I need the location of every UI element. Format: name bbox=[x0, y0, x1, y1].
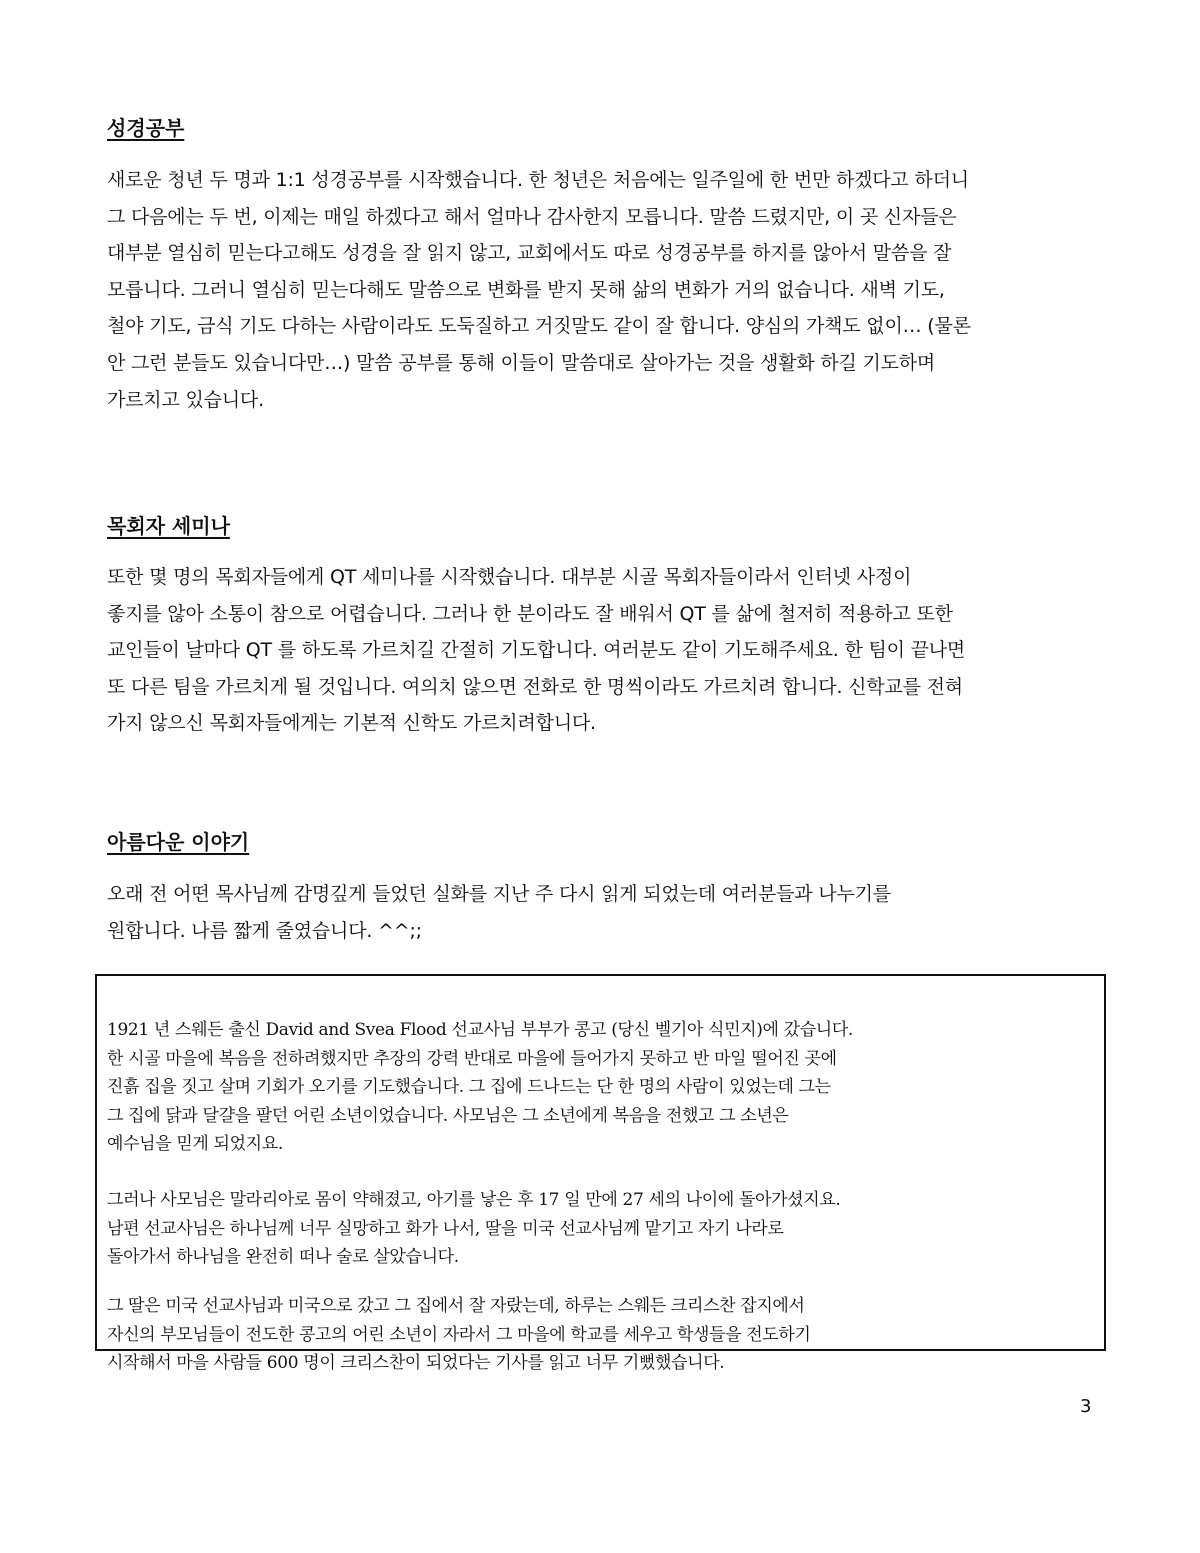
text-line: 오래 전 어떤 목사님께 감명깊게 들었던 실화를 지난 주 다시 읽게 되었는데 여러분들과 나누기를 bbox=[107, 883, 891, 905]
story-paragraph-1 bbox=[107, 1016, 1097, 1159]
story-line: 그 딸은 미국 선교사님과 미국으로 갔고 그 집에서 잘 자랐는데, 하루는 스웨든 크리스찬 잡지에서 bbox=[107, 1296, 805, 1316]
section-body-beautiful-story bbox=[107, 876, 1097, 949]
text-line: 새로운 청년 두 명과 1:1 성경공부를 시작했습니다. 한 청년은 처음에는 일주일에 한 번만 하겠다고 하더니 bbox=[107, 169, 969, 191]
text-line: 가지 않으신 목회자들에게는 기본적 신학도 가르치려합니다. bbox=[107, 712, 596, 735]
text-line: 원합니다. 나름 짧게 줄였습니다. ^^;; bbox=[107, 919, 422, 942]
text-line: 철야 기도, 금식 기도 다하는 사람이라도 도둑질하고 거짓말도 같이 잘 합니다. 양심의 가책도 없이… (물론 bbox=[107, 315, 971, 338]
text-line: 모릅니다. 그러니 열심히 믿는다해도 말씀으로 변화를 받지 못해 삶의 변화가 거의 없습니다. 새벽 기도, bbox=[107, 278, 945, 301]
story-line: 남편 선교사님은 하나님께 너무 실망하고 화가 나서, 딸을 미국 선교사님께 맡기고 자기 나라로 bbox=[107, 1218, 784, 1239]
section-heading-beautiful-story: 아름다운 이야기 bbox=[107, 830, 250, 854]
story-line: 1921 년 스웨든 출신 David and Svea Flood 선교사님 부부가 콩고 (당신 벨기아 식민지)에 갔습니다. bbox=[107, 1020, 853, 1040]
story-paragraph-2 bbox=[107, 1186, 1097, 1272]
text-line: 또 다른 팀을 가르치게 될 것입니다. 여의치 않으면 전화로 한 명씩이라도 가르치려 합니다. 신학교를 전혀 bbox=[107, 675, 963, 698]
text-line: 또한 몇 명의 목회자들에게 QT 세미나를 시작했습니다. 대부분 시골 목회자들이라서 인터넷 사정이 bbox=[107, 566, 912, 588]
story-line: 진흙 집을 짓고 살며 기회가 오기를 기도했습니다. 그 집에 드나드는 단 한 명의 사람이 있었는데 그는 bbox=[107, 1077, 831, 1097]
story-line: 자신의 부모님들이 전도한 콩고의 어린 소년이 자라서 그 마을에 학교를 세우고 학생들을 전도하기 bbox=[107, 1324, 811, 1345]
section-body-pastor-seminar bbox=[107, 559, 1097, 742]
story-paragraph-3 bbox=[107, 1292, 1097, 1378]
story-line: 시작해서 마을 사람들 600 명이 크리스찬이 되었다는 기사를 읽고 너무 기뻤했습니다. bbox=[107, 1353, 725, 1373]
text-line: 좋지를 않아 소통이 참으로 어렵습니다. 그러나 한 분이라도 잘 배워서 QT 를 삶에 철저히 적용하고 또한 bbox=[107, 602, 953, 625]
page-number: 3 bbox=[1080, 1396, 1092, 1417]
text-line: 가르치고 있습니다. bbox=[107, 388, 264, 411]
section-heading-bible-study: 성경공부 bbox=[107, 116, 185, 140]
text-line: 그 다음에는 두 번, 이제는 매일 하겠다고 해서 얼마나 감사한지 모릅니다. 말씀 드렸지만, 이 곳 신자들은 bbox=[107, 205, 957, 228]
text-line: 안 그런 분들도 있습니다만…) 말씀 공부를 통해 이들이 말씀대로 살아가는 것을 생활화 하길 기도하며 bbox=[107, 351, 936, 374]
story-line: 예수님을 믿게 되었지요. bbox=[107, 1134, 283, 1154]
story-line: 한 시골 마을에 복음을 전하려했지만 추장의 강력 반대로 마을에 들어가지 못하고 반 마일 떨어진 곳에 bbox=[107, 1048, 837, 1069]
section-body-bible-study bbox=[107, 162, 1097, 418]
text-line: 교인들이 날마다 QT 를 하도록 가르치길 간절히 기도합니다. 여러분도 같이 기도해주세요. 한 팀이 끝나면 bbox=[107, 639, 966, 662]
section-heading-pastor-seminar: 목회자 세미나 bbox=[107, 514, 230, 538]
story-line: 그 집에 닭과 달걀을 팔던 어린 소년이었습니다. 사모님은 그 소년에게 복음을 전했고 그 소년은 bbox=[107, 1105, 789, 1126]
text-line: 대부분 열심히 믿는다고해도 성경을 잘 읽지 않고, 교회에서도 따로 성경공부를 하지를 않아서 말씀을 잘 bbox=[107, 242, 952, 265]
story-line: 돌아가서 하나님을 완전히 떠나 술로 살았습니다. bbox=[107, 1247, 459, 1267]
story-line: 그러나 사모님은 말라리아로 몸이 약해졌고, 아기를 낳은 후 17 일 만에 27 세의 나이에 돌아가셨지요. bbox=[107, 1190, 841, 1210]
